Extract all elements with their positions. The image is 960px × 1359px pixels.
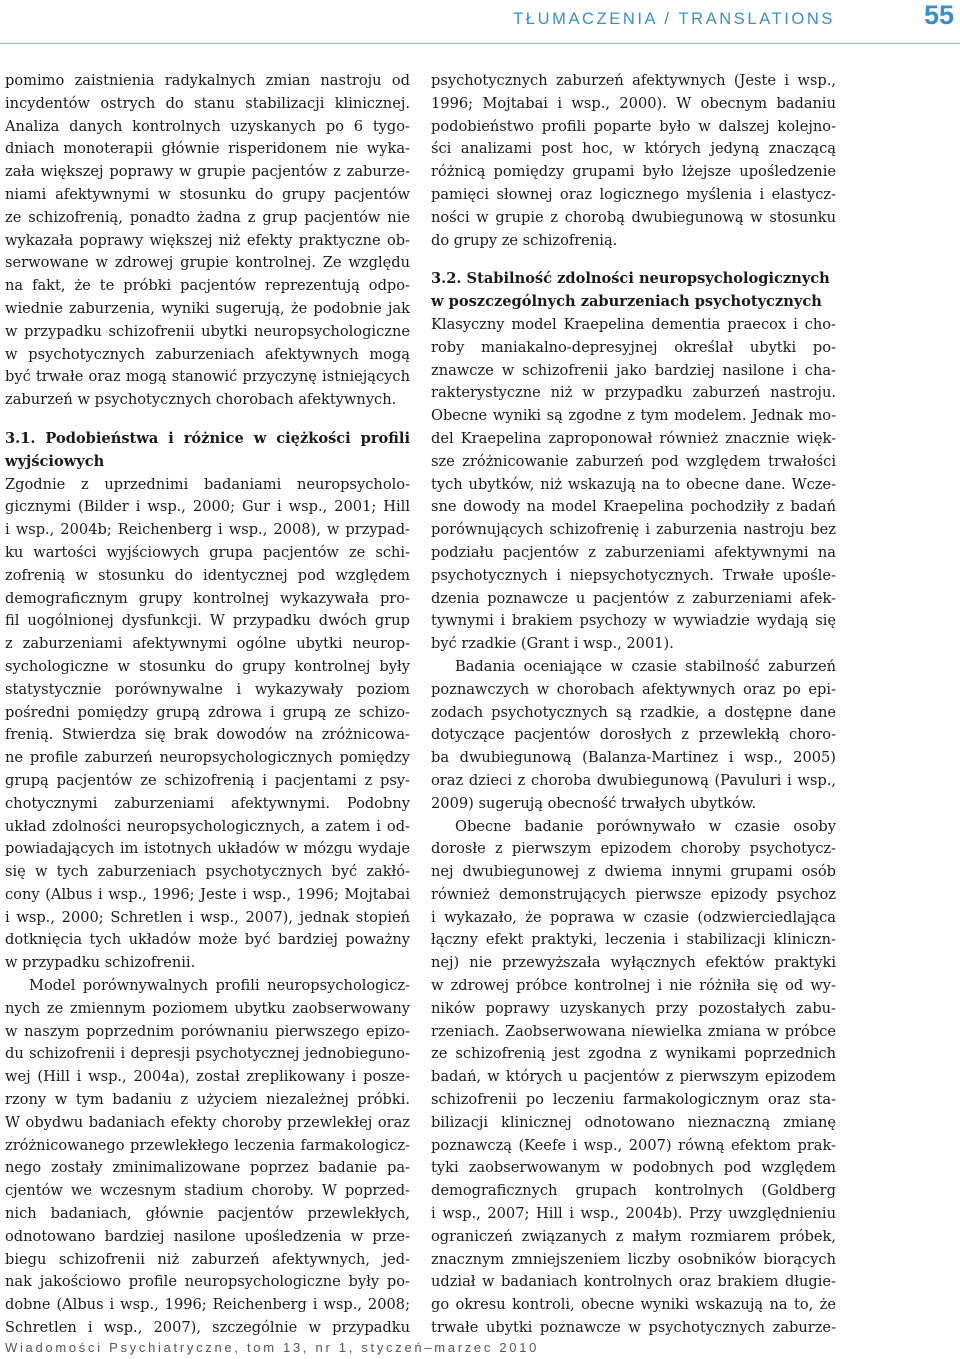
text-line: chotycznymi zaburzeniami afektywnymi. Podobny [5, 794, 410, 812]
text-line: dniach monoterapii głównie risperidonem nie wyka- [5, 140, 410, 158]
text-line: rzeniach. Zaobserwowana niewielka zmiana w próbce [431, 1022, 836, 1040]
paragraph-gap [5, 412, 410, 428]
text-line: również demonstrujących pierwsze epizody psychoz [431, 885, 836, 903]
text-line: Klasyczny model Kraepelina dementia praecox i cho- [431, 315, 836, 333]
text-line: Badania oceniające w czasie stabilność zaburzeń [455, 657, 836, 675]
text-line: odnotowano bardziej nasilone upośledzenia w prze- [5, 1227, 410, 1245]
right-text-column [431, 70, 836, 1340]
section-heading-line: wyjściowych [5, 452, 105, 470]
text-line: porównujących schizofrenię i zaburzenia nastroju bez [431, 521, 836, 539]
text-line: do grupy ze schizofrenią. [431, 231, 618, 249]
text-line: i wsp., 2000; Schretlen i wsp., 2007), jednak stopień [5, 908, 410, 926]
text-line: sne dowody na model Kraepelina pochodziły z badań [431, 498, 836, 516]
text-line: du schizofrenii i depresji psychotycznej jednobieguno- [5, 1045, 410, 1063]
text-line: dotyczące pacjentów dorosłych z przewlekłą choro- [431, 726, 836, 744]
text-line: badań, w których u pacjentów z pierwszym epizodem [431, 1068, 836, 1086]
text-line: w naszym poprzednim porównaniu pierwszego epizo- [5, 1022, 410, 1040]
text-line: sychologiczne w stosunku do grupy kontrolnej były [5, 657, 410, 675]
text-line: schizofrenii po leczeniu farmakologicznym oraz sta- [431, 1091, 836, 1109]
section-title: TŁUMACZENIA / TRANSLATIONS [513, 10, 835, 28]
text-line: frenią. Stwierdza się brak dowodów na zróżnicowa- [5, 726, 410, 744]
text-line: pośredni pomiędzy grupą zdrowa i grupą ze schizo- [5, 703, 410, 721]
text-line: zodach psychotycznych są rzadkie, a dostępne dane [431, 703, 836, 721]
text-line: Analiza danych kontrolnych uzyskanych po 6 tygo- [5, 117, 410, 135]
text-line: dobne (Albus i wsp., 1996; Reichenberg i wsp., 2008; [5, 1296, 410, 1314]
text-line: się w tych zaburzeniach psychotycznych być zakłó- [5, 863, 410, 881]
text-line: serwowane w zdrowej grupie kontrolnej. Ze względu [5, 254, 410, 272]
text-line: ba dwubiegunową (Balanza-Martinez i wsp., 2005) [431, 749, 836, 767]
text-line: być rzadkie (Grant i wsp., 2001). [431, 635, 674, 653]
text-line: układ zdolności neuropsychologicznych, a zatem i od- [5, 817, 410, 835]
header-divider [0, 43, 960, 44]
text-line: rzony w tym badaniu z użyciem niezależnej próbki. [5, 1091, 410, 1109]
text-line: Model porównywalnych profili neuropsychologicz- [29, 977, 410, 995]
text-line: Obecne wyniki są zgodne z tym modelem. Jednak mo- [431, 407, 836, 425]
text-line: nego zostały zminimalizowane poprzez badanie pa- [5, 1159, 410, 1177]
text-line: na fakt, że te próbki pacjentów reprezentują odpo- [5, 277, 410, 295]
text-line: oraz dzieci z choroba dwubiegunową (Pavuluri i wsp., [431, 771, 836, 789]
text-line: tywnymi i brakiem psychozy w wywiadzie wydają się [431, 612, 836, 630]
text-line: gicznymi (Bilder i wsp., 2000; Gur i wsp., 2001; Hill [5, 498, 410, 516]
text-line: sze zróżnicowanie zaburzeń pod względem trwałości [431, 452, 836, 470]
page-number: 55 [923, 0, 954, 30]
text-line: niami afektywnymi w stosunku do grupy pacjentów [5, 185, 410, 203]
text-line: ku wartości wyjściowych grupa pacjentów ze schi- [5, 543, 410, 561]
text-line: rakterystyczne niż w przypadku zaburzeń nastroju. [431, 384, 836, 402]
text-line: ze schizofrenią jest zgodna z wynikami poprzednich [431, 1045, 836, 1063]
text-line: Schretlen i wsp., 2007), szczególnie w przypadku [5, 1319, 410, 1337]
text-line: dzenia poznawcze u pacjentów z zaburzeniami afek- [431, 589, 836, 607]
text-line: w przypadku schizofrenii ubytki neuropsychologiczne [5, 322, 410, 340]
section-heading-line: 3.1. Podobieństwa i różnice w ciężkości profili [5, 429, 410, 447]
text-line: roby maniakalno-depresyjnej określał ubytki po- [431, 338, 836, 356]
text-line: nej) nie przewyższała wyłącznych efektów praktyki [431, 954, 836, 972]
text-line: w przypadku schizofrenii. [5, 954, 196, 972]
text-line: W obydwu badaniach efekty choroby przewlekłej oraz [5, 1113, 410, 1131]
text-line: różnicą pomiędzy grupami było lżejsze upośledzenie [431, 163, 836, 181]
text-line: wej (Hill i wsp., 2004a), został zreplikowany i posze- [5, 1068, 410, 1086]
text-line: cjentów we wczesnym stadium choroby. W poprzed- [5, 1182, 410, 1200]
text-line: poznawczych w chorobach afektywnych oraz po epi- [431, 680, 836, 698]
text-line: i wsp., 2004b; Reichenberg i wsp., 2008), w przypad- [5, 521, 410, 539]
text-line: zofrenią w stosunku do identycznej pod względem [5, 566, 410, 584]
text-line: pomimo zaistnienia radykalnych zmian nastroju od [5, 72, 410, 89]
text-line: ności w grupie z chorobą dwubiegunową w stosunku [431, 208, 836, 226]
text-line: demograficznym grupy kontrolnej wykazywała pro- [5, 589, 410, 607]
paragraph-gap [431, 252, 836, 268]
text-line: del Kraepelina zaproponował również znacznie więk- [431, 429, 836, 447]
text-line: tych ubytków, niż wskazują na to obecne dane. Wcze- [431, 475, 836, 493]
text-line: pamięci słownej oraz logicznego myślenia i elastycz- [431, 185, 836, 203]
text-line: ników poprawy uzyskanych przy pozostałych zabu- [431, 999, 836, 1017]
text-line: fil uogólnionej dysfunkcji. W przypadku dwóch grup [5, 612, 410, 630]
text-line: demograficznych grupach kontrolnych (Goldberg [431, 1182, 836, 1200]
text-line: ści analizami post hoc, w których jedyną znaczącą [431, 140, 836, 158]
text-line: nych ze zmiennym poziomem ubytku zaobserwowany [5, 999, 410, 1017]
text-line: znawcze w schizofrenii jako bardziej nasilone i cha- [431, 361, 836, 379]
text-line: w psychotycznych zaburzeniach afektywnych mogą [5, 345, 410, 363]
text-line: psychotycznych zaburzeń afektywnych (Jeste i wsp., [431, 72, 836, 89]
text-line: łączny efekt praktyki, leczenia i stabilizacji kliniczn- [431, 931, 836, 949]
section-heading-line: 3.2. Stabilność zdolności neuropsychologicznych [431, 270, 830, 288]
text-line: z zaburzeniami afektywnymi ogólne ubytki neurop- [5, 635, 410, 653]
page-header [0, 0, 960, 44]
text-line: Obecne badanie porównywało w czasie osoby [455, 817, 836, 835]
text-line: biegu schizofrenii niż zaburzeń afektywnych, jed- [5, 1250, 410, 1268]
text-line: wykazała poprawy większej niż efekty praktyczne ob- [5, 231, 410, 249]
text-line: i wsp., 2007; Hill i wsp., 2004b). Przy uwzględnieniu [431, 1205, 836, 1223]
text-line: w zdrowej próbce kontrolnej i nie różniła się od wy- [431, 977, 836, 995]
text-line: psychotycznych i niepsychotycznych. Trwałe upośle- [431, 566, 836, 584]
text-line: 2009) sugerują obecność trwałych ubytków. [431, 794, 757, 812]
text-line: zała większej poprawy w grupie pacjentów z zaburze- [5, 163, 410, 181]
text-line: ne profile zaburzeń neuropsychologicznych pomiędzy [5, 749, 410, 767]
text-line: tyki zaobserwowanym w podobnych pod względem [431, 1159, 836, 1177]
text-line: go okresu kontroli, obecne wyniki wskazują na to, że [431, 1296, 836, 1314]
section-heading-line: w poszczególnych zaburzeniach psychotycznych [431, 293, 822, 311]
text-line: dotknięcia tych układów może być bardziej poważny [5, 931, 410, 949]
text-line: powiadających im istotnych układów w mózgu wydaje [5, 840, 410, 858]
text-line: nak jakościowo profile neuropsychologiczne były po- [5, 1273, 410, 1291]
text-line: 1996; Mojtabai i wsp., 2000). W obecnym badaniu [431, 94, 836, 112]
text-line: incydentów ostrych do stanu stabilizacji klinicznej. [5, 94, 410, 112]
text-line: nej dwubiegunowej z dwiema innymi grupami osób [431, 863, 836, 881]
text-line: ze schizofrenią, ponadto żadna z grup pacjentów nie [5, 208, 410, 226]
text-line: poznawczą (Keefe i wsp., 2007) równą efektom prak- [431, 1136, 836, 1154]
text-line: udział w badaniach kontrolnych oraz brakiem długie- [431, 1273, 836, 1291]
left-text-column [5, 70, 410, 1340]
text-line: Zgodnie z uprzednimi badaniami neuropsycholo- [5, 475, 410, 493]
text-line: dorosłe z pierwszym epizodem choroby psychotycz- [431, 840, 836, 858]
text-line: zróżnicowanego przewlekłego leczenia farmakologicz- [5, 1136, 410, 1154]
text-line: bilizacji klinicznej odnotowano nieznaczną zmianę [431, 1113, 836, 1131]
text-line: i wykazało, że poprawa w czasie (odzwierciedlająca [431, 908, 836, 926]
text-line: wiednie zaburzenia, wyniki sugerują, że podobnie jak [5, 299, 410, 317]
text-line: ograniczeń związanych z małym rozmiarem próbek, [431, 1227, 836, 1245]
text-line: trwałe ubytki poznawcze w psychotycznych zaburze- [431, 1319, 836, 1337]
text-line: statystycznie porównywalne i wykazywały poziom [5, 680, 410, 698]
text-line: być trwałe oraz mogą stanowić przyczynę istniejących [5, 368, 410, 386]
text-line: zaburzeń w psychotycznych chorobach afektywnych. [5, 391, 397, 409]
text-line: znacznym zmniejszeniem liczby osobników biorących [431, 1250, 836, 1268]
text-line: podobieństwo profili poparte było w dalszej kolejno- [431, 117, 836, 135]
text-line: grupą pacjentów ze schizofrenią i pacjentami z psy- [5, 771, 410, 789]
text-line: podziału pacjentów z zaburzeniami afektywnymi na [431, 543, 836, 561]
journal-footer: Wiadomości Psychiatryczne, tom 13, nr 1, styczeń–marzec 2010 [5, 1340, 540, 1355]
text-line: nich badaniach, głównie pacjentów przewlekłych, [5, 1205, 410, 1223]
text-line: cony (Albus i wsp., 1996; Jeste i wsp., 1996; Mojtabai [5, 885, 410, 903]
